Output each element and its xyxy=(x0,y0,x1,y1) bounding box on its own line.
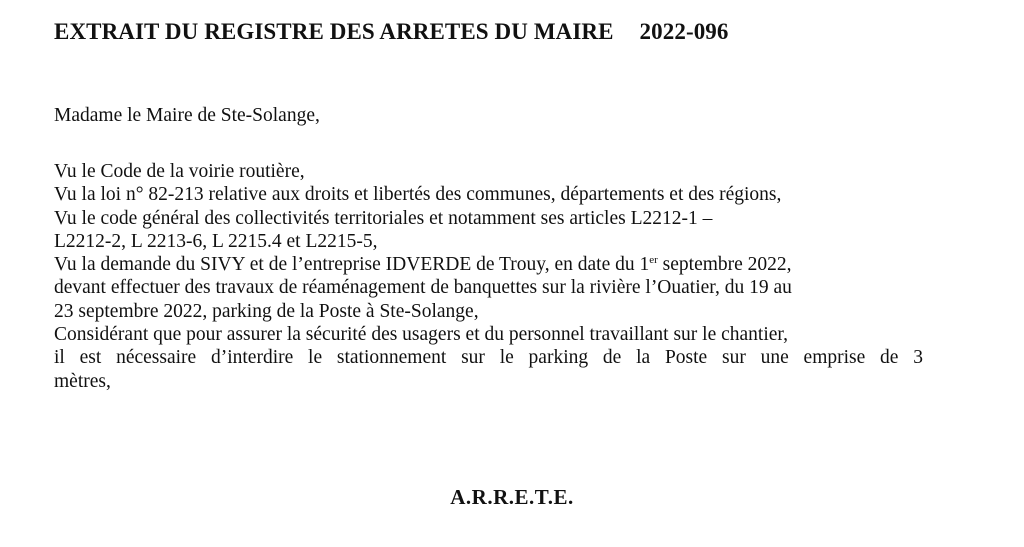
considerant-line: devant effectuer des travaux de réaménagement de banquettes sur la rivière l’Ouatier, du 19 au xyxy=(54,277,792,299)
considerant-line: Vu le code général des collectivités territoriales et notamment ses articles L2212-1 – xyxy=(54,207,713,229)
considerant-line: mètres, xyxy=(54,370,111,392)
considerant-line: Vu le Code de la voirie routière, xyxy=(54,161,305,182)
considerant-line: 23 septembre 2022, parking de la Poste à Ste-Solange, xyxy=(54,300,479,322)
considerant-line xyxy=(54,253,934,276)
document-header xyxy=(54,19,729,45)
decision-heading: A.R.R.E.T.E. xyxy=(450,485,574,509)
considerant-line: il est nécessaire d’interdire le stationnement sur le parking de la Poste sur une emprise de 3 xyxy=(54,347,923,369)
considerant-line: Vu la loi n° 82-213 relative aux droits et libertés des communes, départements et des régions, xyxy=(54,184,782,206)
considerant-text: septembre 2022, xyxy=(657,254,792,276)
ordinal-superscript: er xyxy=(649,254,658,267)
decree-reference: 2022-096 xyxy=(639,19,729,44)
considerant-line: L2212-2, L 2213-6, L 2215.4 et L2215-5, xyxy=(54,230,378,252)
considerant-line: Considérant que pour assurer la sécurité des usagers et du personnel travaillant sur le chantier, xyxy=(54,324,789,346)
considerants-block xyxy=(54,160,934,393)
considerant-text: Vu la demande du SIVY et de l’entreprise IDVERDE de Trouy, en date du 1 xyxy=(54,254,650,276)
register-title: EXTRAIT DU REGISTRE DES ARRETES DU MAIRE xyxy=(54,19,614,44)
salutation: Madame le Maire de Ste-Solange, xyxy=(54,105,320,126)
